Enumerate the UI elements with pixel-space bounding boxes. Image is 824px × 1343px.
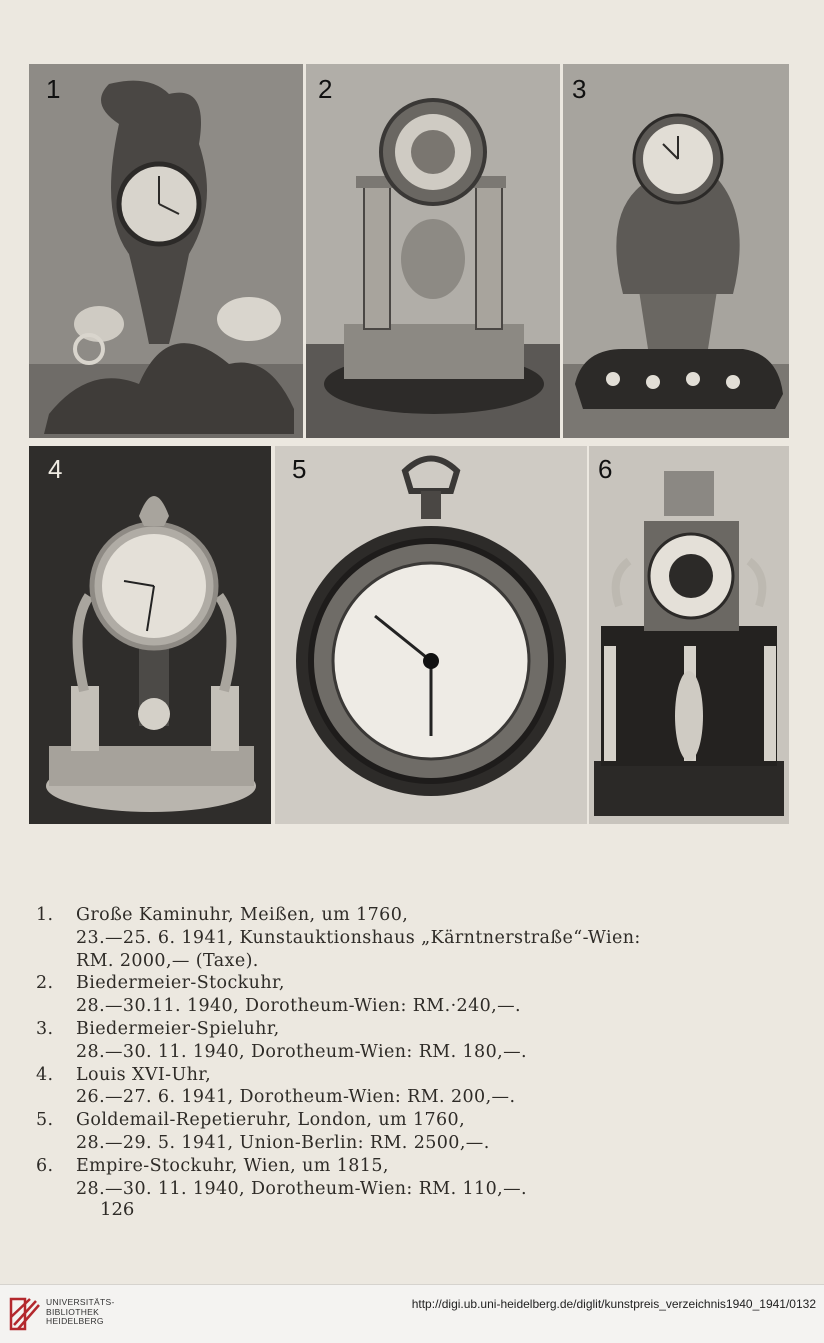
figure-2-photo [306,64,560,438]
caption-detail: 28.—30.11. 1940, Dorotheum-Wien: RM.·240,—. [76,996,521,1017]
figure-3-number: 3 [572,74,587,104]
caption-list [36,904,676,1200]
caption-1 [36,904,676,972]
figure-1-number: 1 [46,74,61,104]
caption-number: 5. [36,1110,54,1131]
empire-stockuhr-image [589,446,789,824]
caption-2 [36,972,676,1018]
caption-detail: RM. 2000,— (Taxe). [76,950,259,971]
caption-title: Biedermeier-Stockuhr, [76,973,285,994]
source-url-link[interactable]: http://digi.ub.uni-heidelberg.de/diglit/kunstpreis_verzeichnis1940_1941/0132 [411,1297,816,1311]
repeater-pocket-watch-image [275,446,587,824]
figure-1-photo [29,64,303,438]
footer-bar [0,1284,824,1343]
page-number: 126 [100,1199,135,1220]
caption-6 [36,1155,676,1201]
louis-xvi-clock-image [29,446,271,824]
figure-5-number: 5 [292,454,307,484]
figure-6-photo [589,446,789,824]
logo-text-line: BIBLIOTHEK [46,1306,100,1317]
figure-2-number: 2 [318,74,333,104]
caption-title: Empire-Stockuhr, Wien, um 1815, [76,1155,389,1176]
caption-number: 4. [36,1064,54,1085]
figure-6-number: 6 [598,454,613,484]
caption-number: 2. [36,973,54,994]
caption-5 [36,1109,676,1155]
figure-4-number: 4 [48,454,63,484]
logo-text-line: UNIVERSITÄTS- [46,1297,115,1307]
figure-5-photo [275,446,587,824]
caption-title: Louis XVI-Uhr, [76,1064,212,1085]
caption-title: Goldemail-Repetieruhr, London, um 1760, [76,1110,466,1131]
caption-3 [36,1018,676,1064]
figure-3-photo [563,64,789,438]
biedermeier-stockuhr-image [306,64,560,438]
caption-number: 1. [36,905,54,925]
meissen-mantel-clock-image [29,64,303,438]
university-library-logo-icon[interactable] [8,1295,42,1333]
caption-detail: 28.—29. 5. 1941, Union-Berlin: RM. 2500,—. [76,1132,490,1153]
figure-4-photo [29,446,271,824]
caption-detail: 28.—30. 11. 1940, Dorotheum-Wien: RM. 110,—. [76,1178,527,1199]
caption-detail: 28.—30. 11. 1940, Dorotheum-Wien: RM. 180,—. [76,1041,527,1062]
caption-4 [36,1064,676,1110]
biedermeier-spieluhr-image [563,64,789,438]
caption-title: Biedermeier-Spieluhr, [76,1018,280,1039]
logo-text [46,1298,115,1327]
caption-detail: 23.—25. 6. 1941, Kunstauktionshaus „Kärntnerstraße“-Wien: [76,927,641,948]
caption-number: 3. [36,1018,54,1039]
caption-detail: 26.—27. 6. 1941, Dorotheum-Wien: RM. 200,—. [76,1087,516,1108]
caption-title: Große Kaminuhr, Meißen, um 1760, [76,905,409,925]
logo-text-line: HEIDELBERG [46,1316,104,1326]
caption-number: 6. [36,1155,54,1176]
